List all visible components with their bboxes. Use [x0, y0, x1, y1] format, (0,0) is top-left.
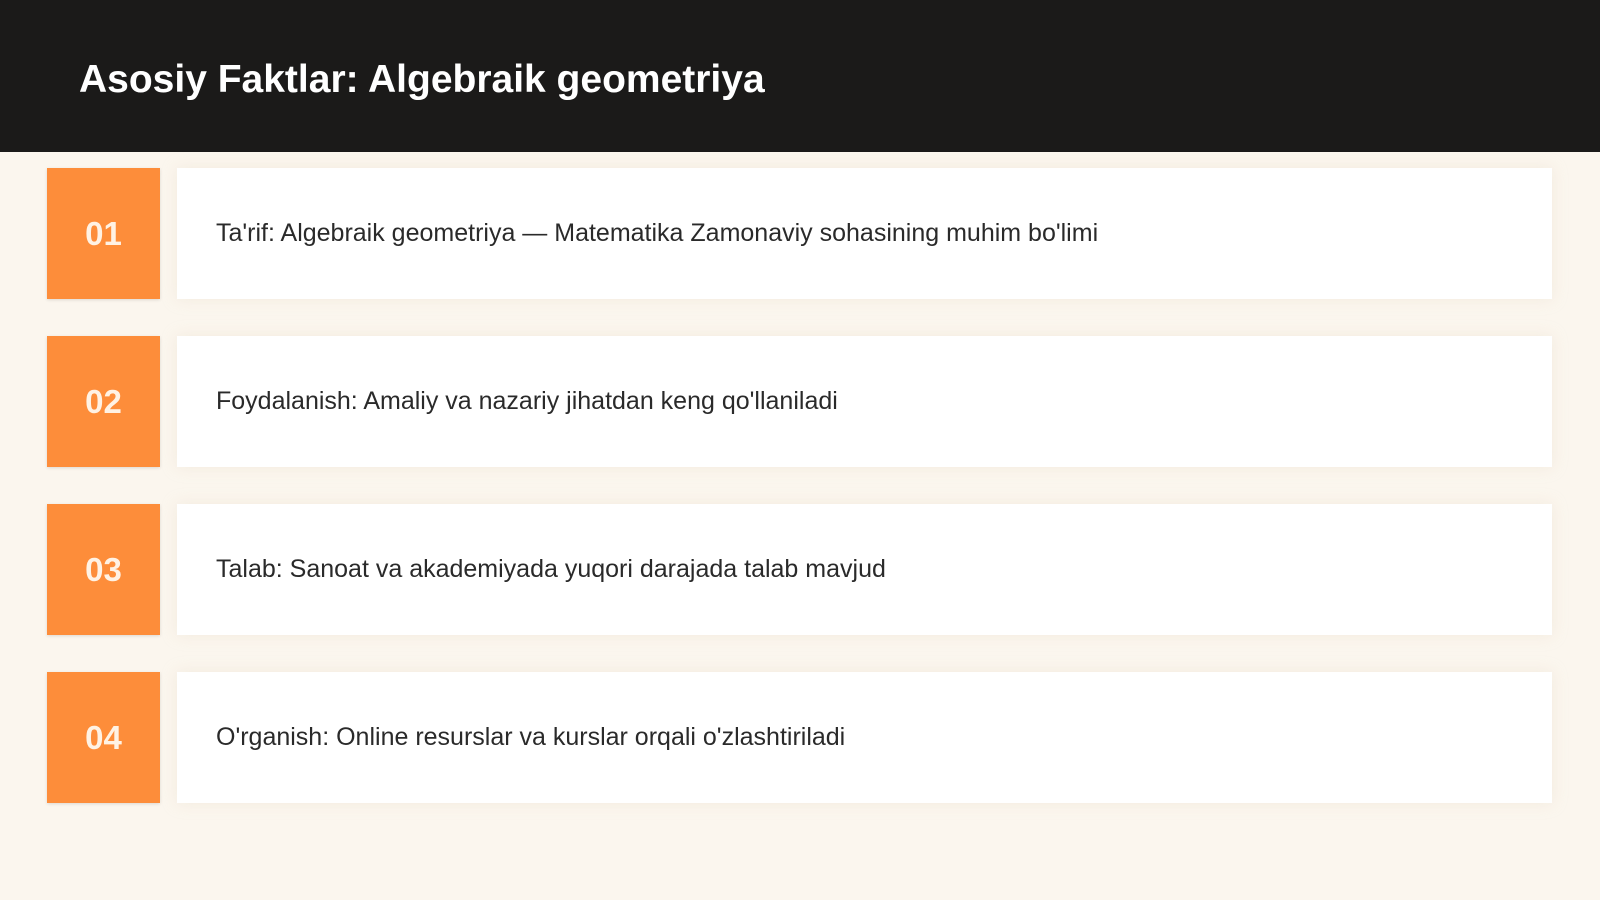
fact-text: O'rganish: Online resurslar va kurslar orqali o'zlashtiriladi [216, 723, 846, 751]
fact-text: Talab: Sanoat va akademiyada yuqori darajada talab mavjud [216, 555, 886, 583]
fact-row [47, 336, 1552, 467]
number-badge: 04 [47, 672, 160, 803]
fact-text: Foydalanish: Amaliy va nazariy jihatdan keng qo'llaniladi [216, 387, 838, 415]
number-badge: 01 [47, 168, 160, 299]
number-badge: 03 [47, 504, 160, 635]
fact-row [47, 672, 1552, 803]
fact-card [177, 504, 1552, 635]
fact-card [177, 672, 1552, 803]
fact-row [47, 504, 1552, 635]
fact-card [177, 168, 1552, 299]
fact-card [177, 336, 1552, 467]
fact-row [47, 168, 1552, 299]
number-badge: 02 [47, 336, 160, 467]
slide-title: Asosiy Faktlar: Algebraik geometriya [79, 58, 765, 101]
header-bar [0, 0, 1600, 152]
fact-text: Ta'rif: Algebraik geometriya — Matematika Zamonaviy sohasining muhim bo'limi [216, 219, 1099, 247]
